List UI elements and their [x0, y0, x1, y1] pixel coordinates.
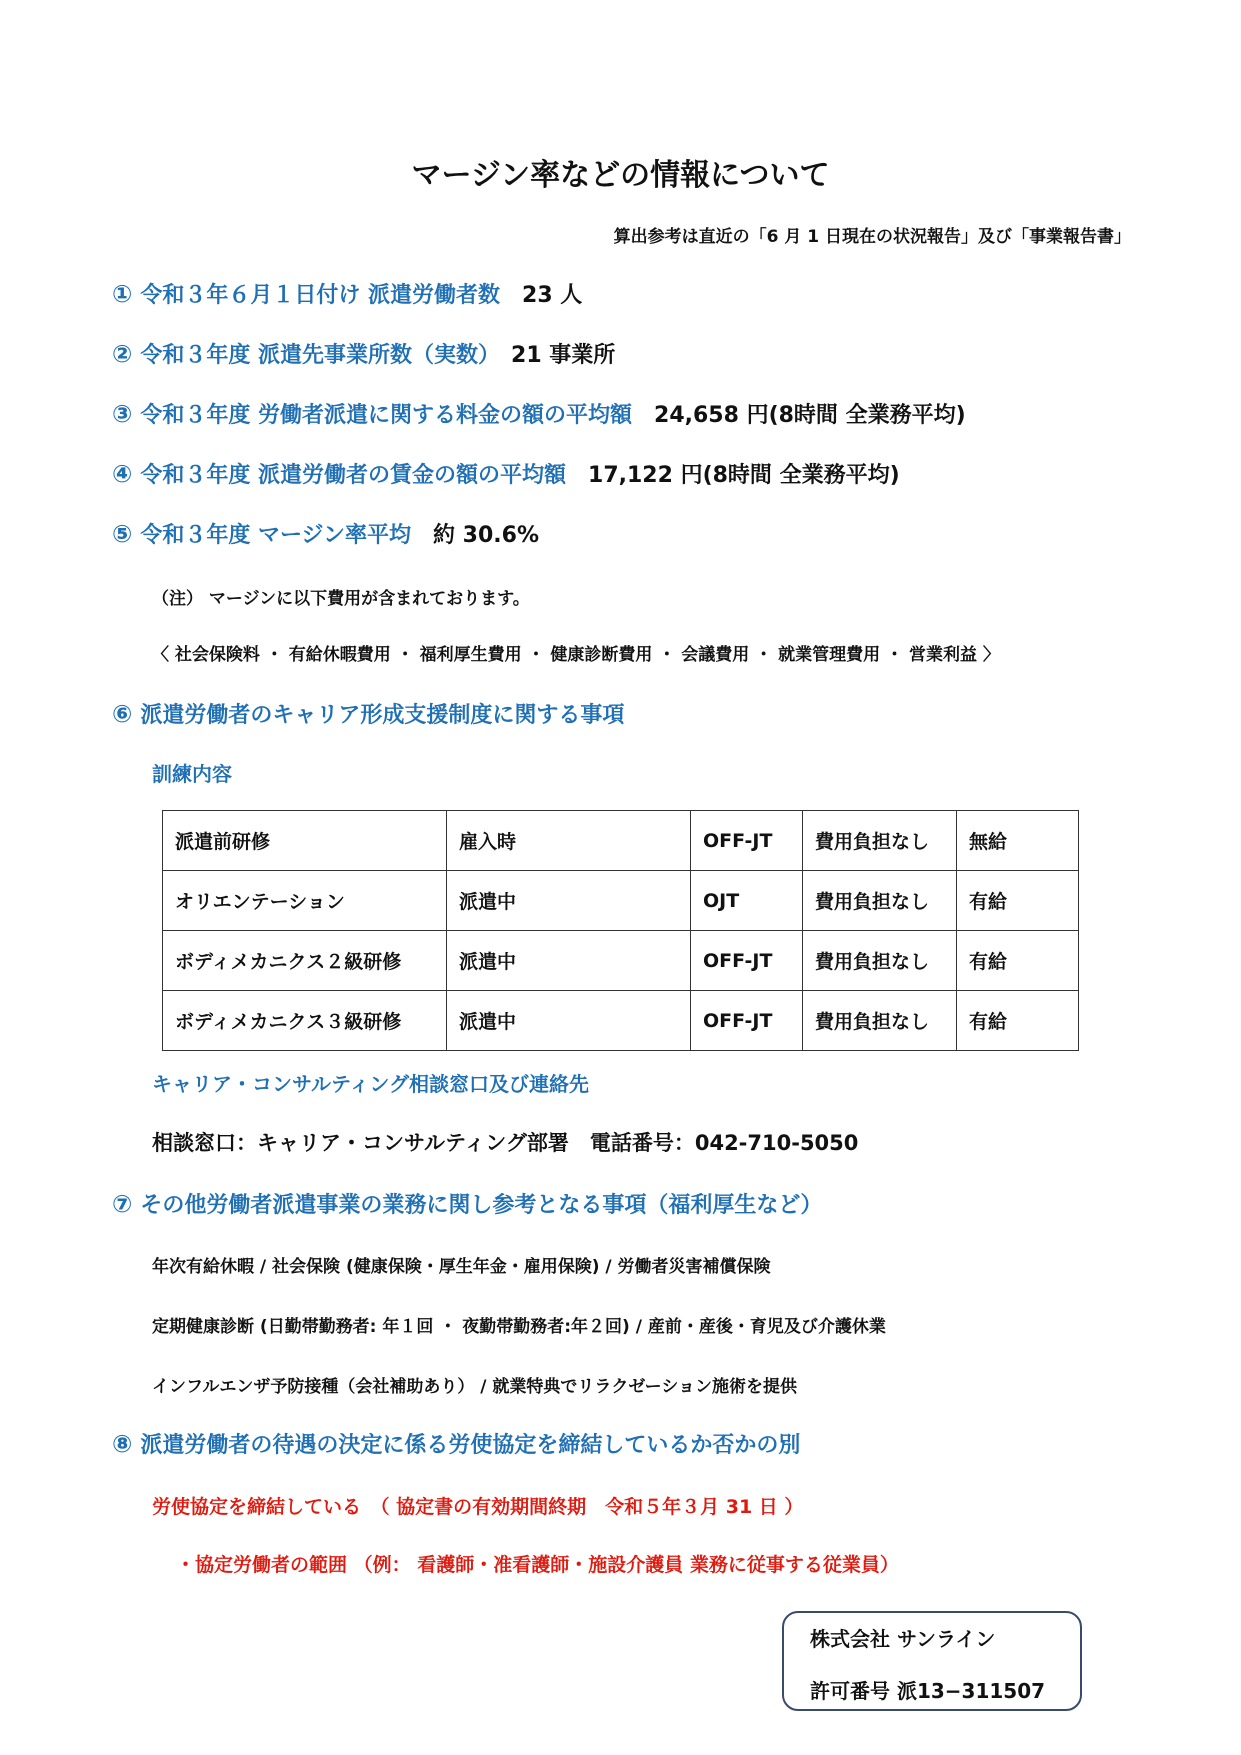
reference-note: 算出参考は直近の「6 月 1 日現在の状況報告」及び「事業報告書」 [613, 227, 1131, 247]
table-cell: 有給 [957, 931, 1079, 991]
table-row [163, 931, 1079, 991]
welfare-line-2: 定期健康診断 (日勤帯勤務者: 年１回 ・ 夜勤帯勤務者:年２回) / 産前・産後・育児及び介護休業 [152, 1317, 886, 1337]
table-cell: 派遣中 [447, 931, 691, 991]
item-value: 24,658 円(8時間 全業務平均) [654, 403, 966, 428]
item-2 [112, 338, 615, 369]
section-number: ⑥ [112, 700, 133, 728]
table-cell: ボディメカニクス３級研修 [163, 991, 447, 1051]
item-value: 23 人 [522, 283, 583, 308]
table-cell: 費用負担なし [803, 811, 957, 871]
table-cell: OJT [691, 871, 803, 931]
section-label: その他労働者派遣事業の業務に関し参考となる事項（福利厚生など） [140, 1193, 823, 1218]
table-cell: 有給 [957, 871, 1079, 931]
note-cost-list: 〈 社会保険料 ・ 有給休暇費用 ・ 福利厚生費用 ・ 健康診断費用 ・ 会議費用 ・ 就業管理費用 ・ 営業利益 〉 [152, 645, 1000, 665]
table-cell: 費用負担なし [803, 871, 957, 931]
table-cell: 派遣中 [447, 871, 691, 931]
table-cell: 無給 [957, 811, 1079, 871]
note-cost: （注） マージンに以下費用が含まれております。 [152, 589, 530, 609]
item-label: 令和３年度 労働者派遣に関する料金の額の平均額 [140, 403, 632, 428]
agreement-scope: ・協定労働者の範囲 （例： 看護師・准看護師・施設介護員 業務に従事する従業員） [176, 1554, 899, 1576]
item-value: 21 事業所 [511, 343, 616, 368]
item-label: 令和３年度 派遣先事業所数（実数） [140, 343, 489, 368]
table-cell: 雇入時 [447, 811, 691, 871]
table-cell: 派遣前研修 [163, 811, 447, 871]
section-number: ⑧ [112, 1430, 133, 1458]
agreement-status: 労使協定を締結している （ 協定書の有効期間終期 令和５年３月 31 日 ） [152, 1496, 804, 1518]
item-4 [112, 458, 900, 489]
item-number: ② [112, 340, 133, 368]
table-cell: 有給 [957, 991, 1079, 1051]
item-value: 17,122 円(8時間 全業務平均) [588, 463, 900, 488]
table-cell: OFF-JT [691, 991, 803, 1051]
table-row [163, 811, 1079, 871]
section-label: 派遣労働者の待遇の決定に係る労使協定を締結しているか否かの別 [140, 1433, 801, 1458]
table-cell: 費用負担なし [803, 931, 957, 991]
license-number: 許可番号 派13−311507 [810, 1679, 1046, 1703]
company-name: 株式会社 サンライン [810, 1627, 996, 1651]
consult-heading: キャリア・コンサルティング相談窓口及び連絡先 [152, 1072, 589, 1096]
table-row [163, 991, 1079, 1051]
page-title: マージン率などの情報について [411, 158, 830, 193]
item-3 [112, 398, 966, 429]
item-label: 令和３年度 派遣労働者の賃金の額の平均額 [140, 463, 566, 488]
item-label: 令和３年６月１日付け 派遣労働者数 [140, 283, 500, 308]
section-label: 派遣労働者のキャリア形成支援制度に関する事項 [140, 703, 625, 728]
welfare-line-1: 年次有給休暇 / 社会保険 (健康保険・厚生年金・雇用保険) / 労働者災害補償保険 [152, 1257, 771, 1277]
consult-contact: 相談窓口：キャリア・コンサルティング部署 電話番号：042-710-5050 [152, 1131, 859, 1155]
welfare-line-3: インフルエンザ予防接種（会社補助あり） / 就業特典でリラクゼーション施術を提供 [152, 1377, 798, 1397]
item-number: ⑤ [112, 520, 133, 548]
table-cell: 費用負担なし [803, 991, 957, 1051]
item-5 [112, 518, 539, 549]
training-table [162, 810, 1079, 1051]
section-7-heading [112, 1188, 822, 1219]
item-value: 約 30.6% [433, 523, 539, 548]
section-8-heading [112, 1428, 800, 1459]
item-1 [112, 278, 582, 309]
table-row [163, 871, 1079, 931]
item-label: 令和３年度 マージン率平均 [140, 523, 411, 548]
item-number: ① [112, 280, 133, 308]
table-cell: 派遣中 [447, 991, 691, 1051]
table-cell: OFF-JT [691, 931, 803, 991]
item-number: ③ [112, 400, 133, 428]
section-number: ⑦ [112, 1190, 133, 1218]
section-6-heading [112, 698, 624, 729]
company-box [782, 1611, 1082, 1711]
table-cell: オリエンテーション [163, 871, 447, 931]
table-cell: ボディメカニクス２級研修 [163, 931, 447, 991]
item-number: ④ [112, 460, 133, 488]
table-cell: OFF-JT [691, 811, 803, 871]
training-heading: 訓練内容 [152, 762, 232, 786]
